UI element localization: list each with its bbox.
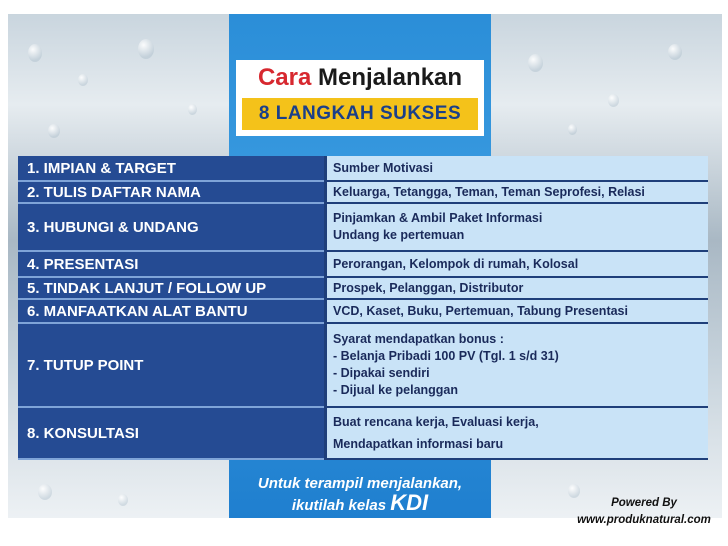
step-description-line: Undang ke pertemuan	[333, 228, 465, 242]
step-description-line: - Dijual ke pelanggan	[333, 383, 459, 397]
step-description-line: Sumber Motivasi	[333, 160, 434, 175]
footer-line-2	[229, 490, 491, 515]
step-label: 3. HUBUNGI & UNDANG	[18, 204, 324, 252]
step-description-line: Pinjamkan & Ambil Paket Informasi	[333, 211, 543, 225]
step-description	[327, 204, 708, 252]
step-label: 2. TULIS DAFTAR NAMA	[18, 182, 324, 204]
footer-line-1: Untuk terampil menjalankan,	[257, 475, 463, 492]
step-description	[327, 278, 708, 300]
step-row	[18, 278, 708, 300]
footer-cta	[229, 474, 491, 515]
water-drop	[78, 74, 88, 86]
step-label: 5. TINDAK LANJUT / FOLLOW UP	[18, 278, 324, 300]
steps-table	[18, 156, 708, 460]
title-card	[236, 60, 484, 136]
water-drop	[188, 104, 197, 115]
water-drop	[568, 124, 577, 135]
water-drop	[608, 94, 619, 107]
step-row	[18, 204, 708, 252]
step-row	[18, 324, 708, 408]
step-row	[18, 182, 708, 204]
title-heading	[236, 64, 484, 92]
title-subheading: 8 LANGKAH SUKSES	[242, 98, 478, 130]
step-row	[18, 300, 708, 324]
water-drop	[668, 44, 682, 60]
step-label: 8. KONSULTASI	[18, 408, 324, 460]
poster	[8, 14, 722, 518]
step-label: 4. PRESENTASI	[18, 252, 324, 278]
step-row	[18, 252, 708, 278]
credit-url: www.produknatural.com	[577, 514, 711, 526]
footer-kdi: KDI	[390, 490, 429, 515]
water-drop	[118, 494, 128, 506]
step-description	[327, 324, 708, 408]
step-row	[18, 156, 708, 182]
step-description	[327, 300, 708, 324]
water-drop	[28, 44, 42, 62]
step-description-line: VCD, Kaset, Buku, Pertemuan, Tabung Presentasi	[333, 303, 628, 318]
step-description	[327, 182, 708, 204]
credit	[560, 495, 728, 529]
step-description	[327, 156, 708, 182]
water-drop	[138, 39, 154, 59]
step-description-line: Buat rencana kerja, Evaluasi kerja,	[333, 414, 539, 429]
title-word-menjalankan: Menjalankan	[318, 64, 463, 91]
step-label: 1. IMPIAN & TARGET	[18, 156, 324, 182]
step-description-line: - Dipakai sendiri	[333, 366, 430, 380]
step-description-line: Syarat mendapatkan bonus :	[333, 332, 504, 346]
credit-powered-by: Powered By	[611, 497, 677, 509]
step-label: 6. MANFAATKAN ALAT BANTU	[18, 300, 324, 324]
step-description-line: Mendapatkan informasi baru	[333, 436, 504, 451]
step-description-line: - Belanja Pribadi 100 PV (Tgl. 1 s/d 31)	[333, 349, 559, 363]
water-drop	[528, 54, 543, 72]
water-drop	[48, 124, 60, 138]
step-row	[18, 408, 708, 460]
step-label: 7. TUTUP POINT	[18, 324, 324, 408]
water-drop	[38, 484, 52, 500]
step-description	[327, 252, 708, 278]
title-word-cara: Cara	[257, 64, 312, 91]
step-description	[327, 408, 708, 460]
step-description-line: Prospek, Pelanggan, Distributor	[333, 280, 524, 295]
step-description-line: Perorangan, Kelompok di rumah, Kolosal	[333, 256, 579, 271]
footer-line-2-text: ikutilah kelas	[291, 497, 387, 514]
step-description-line: Keluarga, Tetangga, Teman, Teman Seprofesi, Relasi	[333, 184, 645, 199]
